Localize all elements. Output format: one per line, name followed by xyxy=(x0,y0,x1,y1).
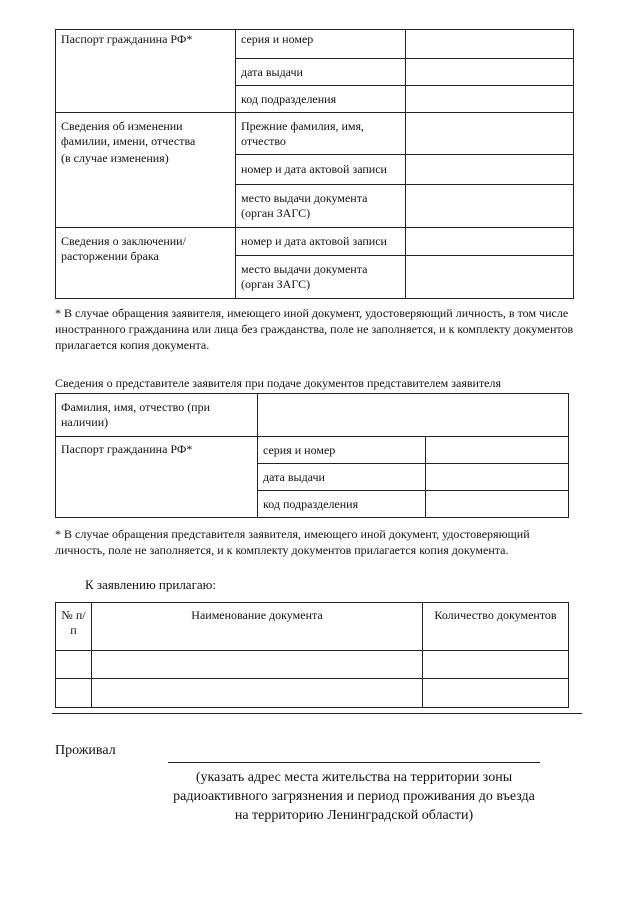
representative-heading: Сведения о представителе заявителя при подаче документов представителем заявителя xyxy=(55,376,502,390)
footnote-representative: * В случае обращения представителя заявителя, имеющего иной документ, удостоверяющий личность, поле не заполняется, и к комплекту документов прилагается копия документа. xyxy=(55,527,530,557)
name-change-label-line-1: Сведения об изменении xyxy=(61,119,183,133)
representative-passport-label: Паспорт гражданина РФ* xyxy=(56,437,258,518)
representative-date-input[interactable] xyxy=(426,464,569,491)
row-2-count[interactable] xyxy=(423,679,569,708)
representative-name-label: Фамилия, имя, отчество (при наличии) xyxy=(56,394,258,437)
applicant-documents-table xyxy=(55,29,574,299)
act-record-input[interactable] xyxy=(406,155,574,185)
zags-place-input[interactable] xyxy=(406,185,574,228)
marriage-zags-place-input[interactable] xyxy=(406,256,574,299)
residence-label: Проживал xyxy=(55,743,116,758)
representative-date-label: дата выдачи xyxy=(258,464,426,491)
passport-series-label: серия и номер xyxy=(236,30,406,59)
row-1-count[interactable] xyxy=(423,651,569,679)
col-count-header: Количество документов xyxy=(423,603,569,651)
previous-name-input[interactable] xyxy=(406,113,574,155)
representative-code-input[interactable] xyxy=(426,491,569,518)
previous-name-label: Прежние фамилия, имя, отчество xyxy=(236,113,406,155)
name-change-label-line-2: фамилии, имени, отчества xyxy=(61,134,196,148)
col-document-name-header: Наименование документа xyxy=(92,603,423,651)
representative-series-input[interactable] xyxy=(426,437,569,464)
passport-code-label: код подразделения xyxy=(236,86,406,113)
attachments-heading: К заявлению прилагаю: xyxy=(85,577,217,592)
marriage-act-record-input[interactable] xyxy=(406,228,574,256)
residence-instruction: (указать адрес места жительства на территории зоны радиоактивного загрязнения и период проживания до въезда на территорию Ленинградской области) xyxy=(173,770,535,823)
zags-place-label: место выдачи документа (орган ЗАГС) xyxy=(236,185,406,228)
col-number-header: № п/п xyxy=(56,603,92,651)
passport-date-input[interactable] xyxy=(406,59,574,86)
representative-name-input[interactable] xyxy=(258,394,569,437)
name-change-label xyxy=(56,113,236,228)
representative-code-label: код подразделения xyxy=(258,491,426,518)
name-change-note: (в случае изменения) xyxy=(61,151,169,165)
representative-series-label: серия и номер xyxy=(258,437,426,464)
representative-table xyxy=(55,393,569,518)
passport-label: Паспорт гражданина РФ* xyxy=(56,30,236,113)
passport-date-label: дата выдачи xyxy=(236,59,406,86)
row-2-document-name[interactable] xyxy=(92,679,423,708)
row-2-number[interactable] xyxy=(56,679,92,708)
marriage-act-record-label: номер и дата актовой записи xyxy=(236,228,406,256)
marriage-label: Сведения о заключении/расторжении брака xyxy=(56,228,236,299)
passport-series-input[interactable] xyxy=(406,30,574,59)
marriage-zags-place-label: место выдачи документа (орган ЗАГС) xyxy=(236,256,406,299)
act-record-label: номер и дата актовой записи xyxy=(236,155,406,185)
section-divider xyxy=(52,713,582,714)
passport-code-input[interactable] xyxy=(406,86,574,113)
row-1-number[interactable] xyxy=(56,651,92,679)
attachments-table xyxy=(55,602,569,708)
footnote-applicant: * В случае обращения заявителя, имеющего иной документ, удостоверяющий личность, в том числе иностранного гражданина или лица без гражданства, поле не заполняется, и к комплекту документов прилагается копия документа. xyxy=(55,306,574,352)
row-1-document-name[interactable] xyxy=(92,651,423,679)
residence-address-line[interactable] xyxy=(168,762,540,763)
